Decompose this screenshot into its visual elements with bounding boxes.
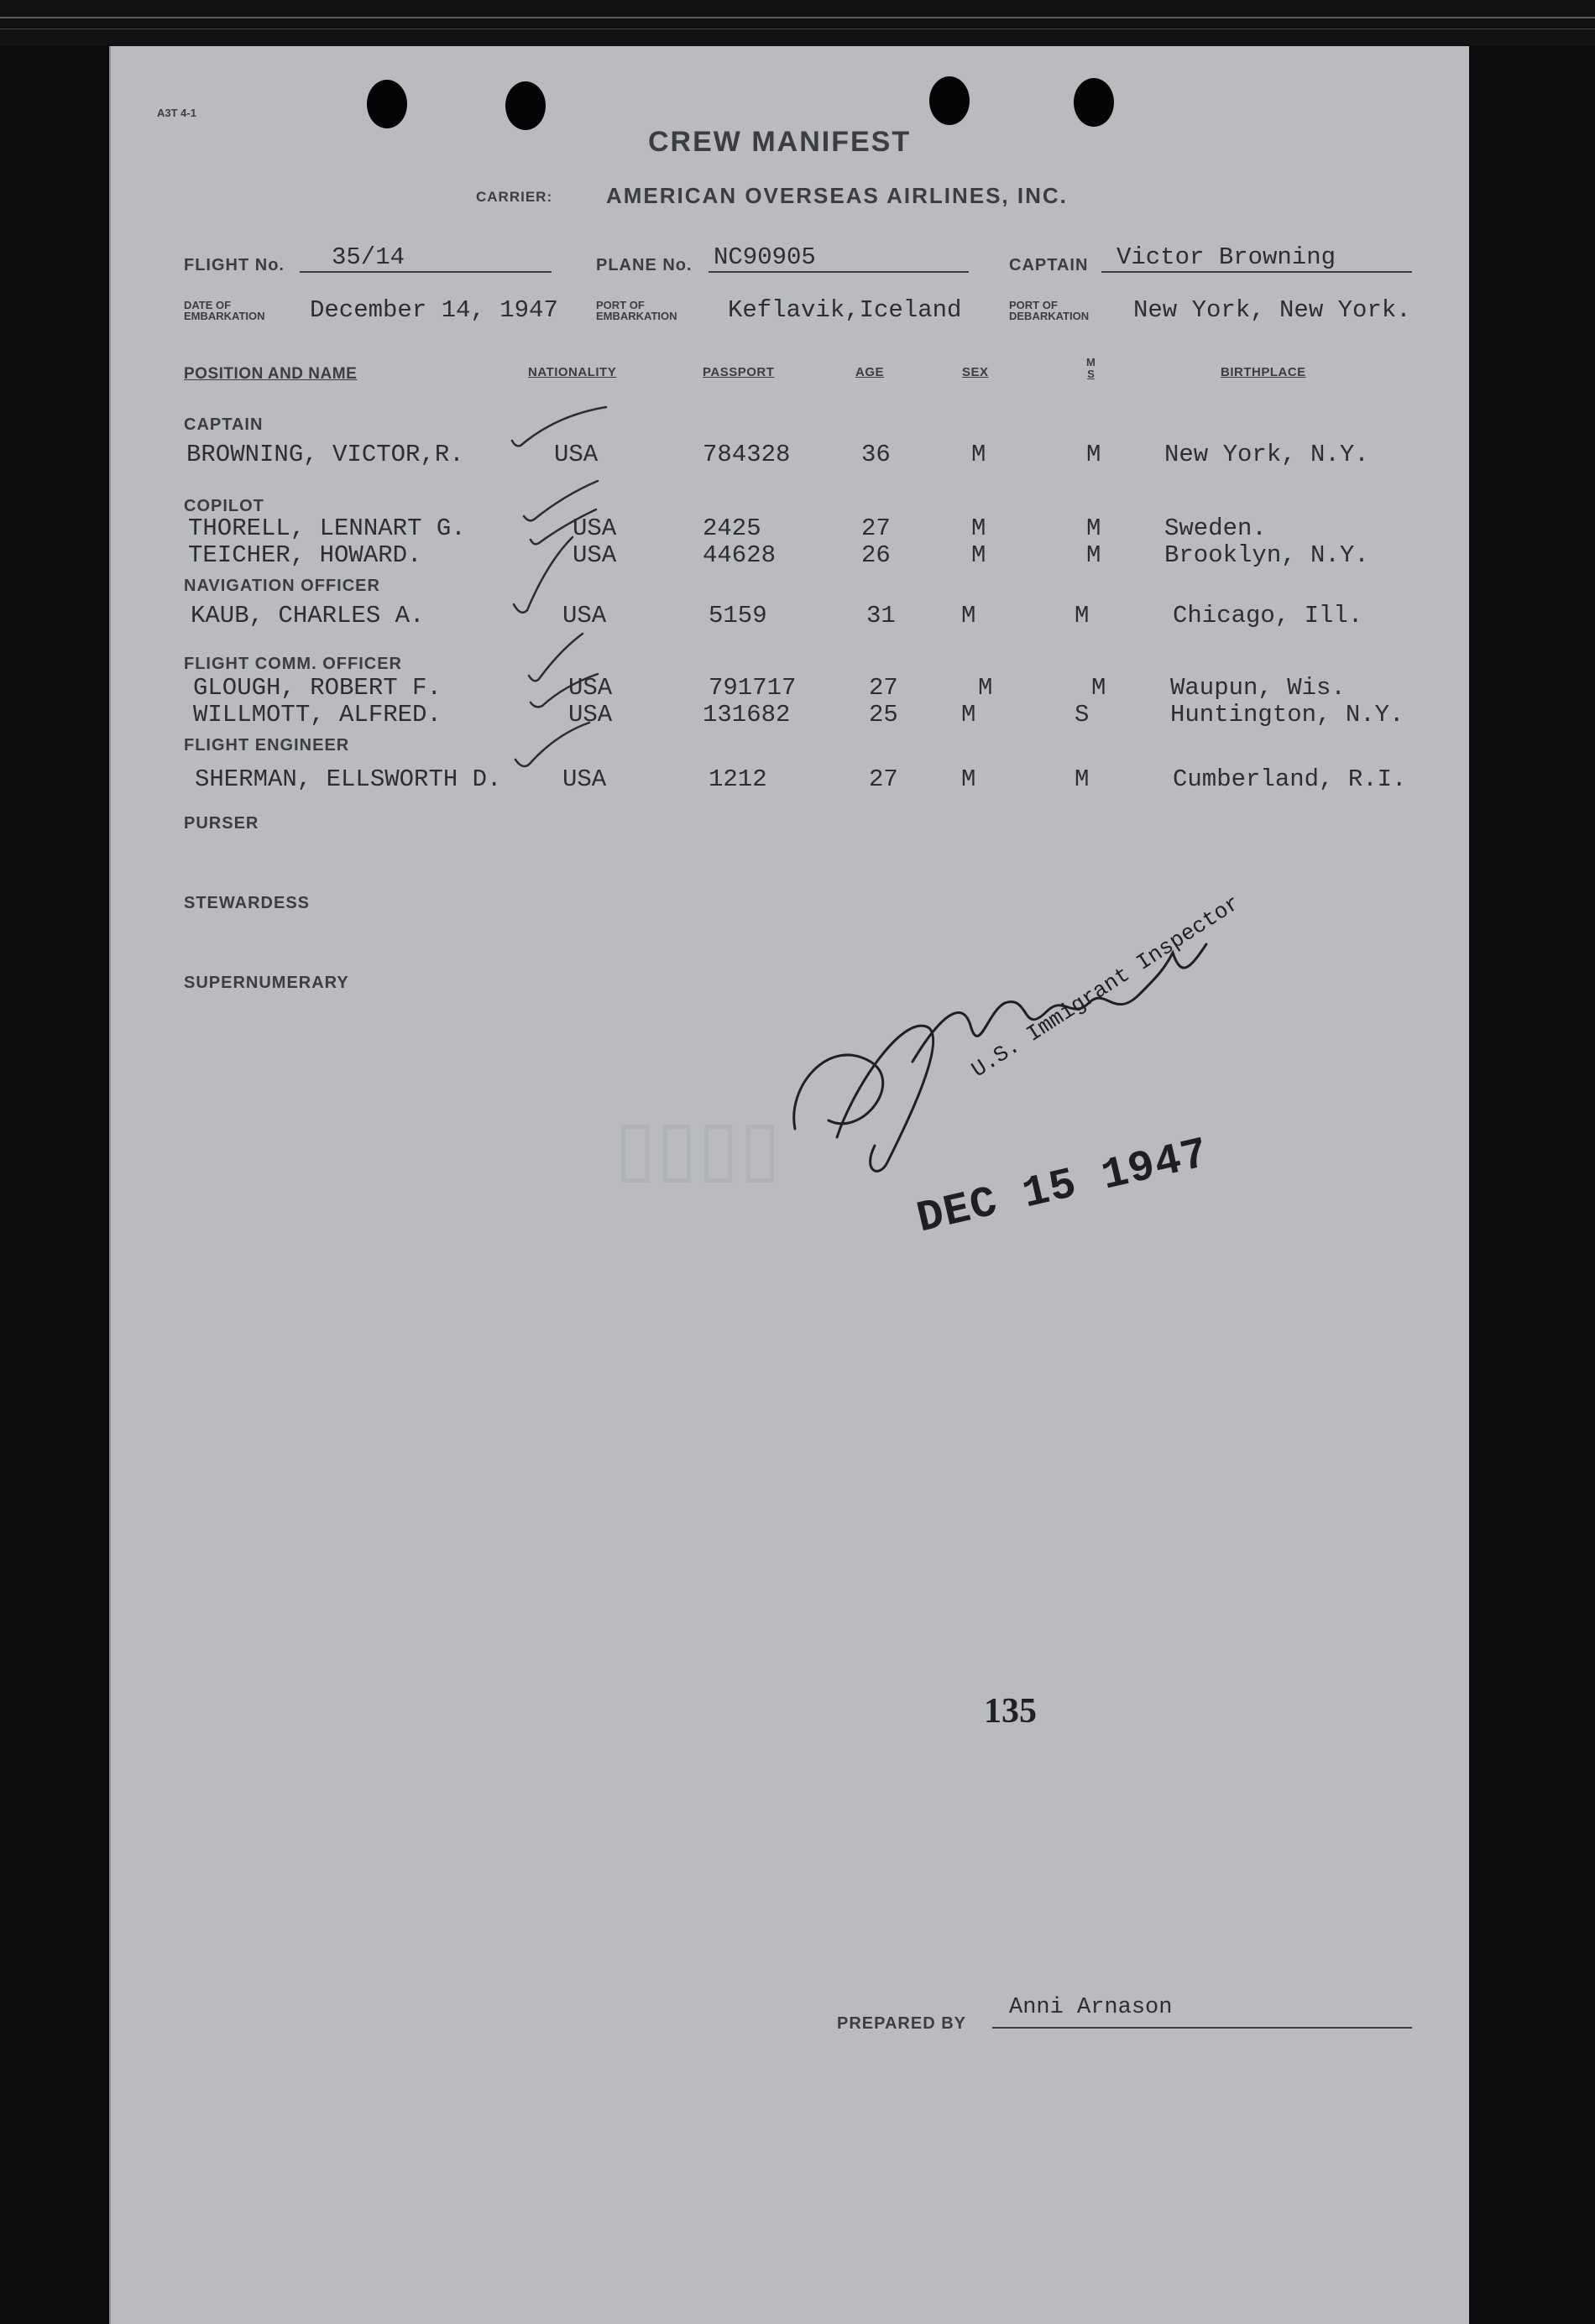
- page-title: CREW MANIFEST: [648, 126, 912, 158]
- crew-birthplace: Sweden.: [1164, 514, 1267, 542]
- crew-age: 31: [866, 602, 896, 629]
- col-position: POSITION AND NAME: [184, 365, 358, 383]
- col-sex: SEX: [962, 365, 989, 379]
- crew-age: 26: [861, 541, 891, 569]
- crew-birthplace: Brooklyn, N.Y.: [1164, 541, 1369, 569]
- check-mark: [529, 634, 583, 681]
- crew-nationality: USA: [562, 765, 607, 793]
- prepared-by-label: PREPARED BY: [837, 2014, 966, 2033]
- captain-label: CAPTAIN: [1009, 256, 1089, 274]
- port-debarkation-value: New York, New York.: [1133, 296, 1411, 324]
- check-mark: [515, 723, 589, 766]
- crew-passport: 791717: [709, 674, 797, 702]
- crew-age: 25: [869, 701, 898, 729]
- prepared-by-line: [992, 2027, 1412, 2029]
- section-purser: PURSER: [184, 814, 259, 833]
- section-engineer: FLIGHT ENGINEER: [184, 736, 350, 755]
- crew-birthplace: New York, N.Y.: [1164, 441, 1369, 468]
- flight-no-label: FLIGHT No.: [184, 256, 285, 274]
- plane-no-line: [709, 271, 969, 273]
- section-comm: FLIGHT COMM. OFFICER: [184, 655, 402, 673]
- crew-name: KAUB, CHARLES A.: [191, 602, 425, 629]
- crew-nationality: USA: [573, 541, 617, 569]
- crew-name: SHERMAN, ELLSWORTH D.: [195, 765, 502, 793]
- corner-mark: A3T 4-1: [157, 107, 196, 119]
- punch-hole: [1074, 78, 1114, 127]
- crew-name: GLOUGH, ROBERT F.: [193, 674, 442, 702]
- captain-value: Victor Browning: [1116, 243, 1336, 271]
- crew-marital: M: [1075, 602, 1090, 629]
- crew-nationality: USA: [568, 674, 613, 702]
- crew-birthplace: Waupun, Wis.: [1170, 674, 1346, 702]
- port-emb-label-line2: EMBARKATION: [596, 310, 677, 322]
- crew-birthplace: Cumberland, R.I.: [1173, 765, 1407, 793]
- crew-birthplace: Huntington, N.Y.: [1170, 701, 1404, 729]
- crew-passport: 131682: [703, 701, 791, 729]
- crew-age: 27: [861, 514, 891, 542]
- crew-marital: M: [1086, 441, 1101, 468]
- bleed-through: ▯▯▯▯: [614, 1107, 782, 1190]
- page-number: 135: [984, 1692, 1037, 1731]
- crew-marital: M: [1086, 514, 1101, 542]
- manifest-page: [109, 46, 1469, 2324]
- col-nationality: NATIONALITY: [528, 365, 617, 379]
- section-navigation: NAVIGATION OFFICER: [184, 577, 380, 595]
- crew-name: WILLMOTT, ALFRED.: [193, 701, 442, 729]
- section-copilot: COPILOT: [184, 497, 264, 515]
- punch-hole: [929, 76, 970, 125]
- carrier-name: AMERICAN OVERSEAS AIRLINES, INC.: [606, 183, 1068, 208]
- punch-hole: [505, 81, 546, 130]
- date-label-line1: DATE OF: [184, 299, 232, 311]
- col-passport: PASSPORT: [703, 365, 775, 379]
- port-embarkation-label: [596, 300, 677, 321]
- date-value: December 14, 1947: [310, 296, 558, 324]
- section-captain: CAPTAIN: [184, 415, 264, 434]
- crew-marital: M: [1075, 765, 1090, 793]
- port-deb-label-line1: PORT OF: [1009, 299, 1058, 311]
- crew-birthplace: Chicago, Ill.: [1173, 602, 1363, 629]
- film-strip: [0, 0, 1595, 46]
- crew-name: BROWNING, VICTOR,R.: [186, 441, 464, 468]
- crew-age: 27: [869, 765, 898, 793]
- carrier-label: CARRIER:: [476, 189, 553, 205]
- crew-nationality: USA: [554, 441, 599, 468]
- crew-marital: S: [1075, 701, 1090, 729]
- crew-nationality: USA: [573, 514, 617, 542]
- crew-sex: M: [978, 674, 993, 702]
- crew-name: THORELL, LENNART G.: [188, 514, 466, 542]
- section-stewardess: STEWARDESS: [184, 894, 311, 912]
- right-film-edge: [1469, 46, 1595, 2324]
- crew-sex: M: [971, 541, 986, 569]
- crew-sex: M: [971, 514, 986, 542]
- left-film-edge: [0, 46, 126, 2324]
- crew-passport: 1212: [709, 765, 767, 793]
- port-debarkation-label: [1009, 300, 1089, 321]
- crew-passport: 2425: [703, 514, 761, 542]
- flight-no-value: 35/14: [332, 243, 405, 271]
- crew-name: TEICHER, HOWARD.: [188, 541, 422, 569]
- crew-age: 36: [861, 441, 891, 468]
- check-marks: [505, 382, 640, 852]
- date-label: [184, 300, 265, 321]
- crew-nationality: USA: [568, 701, 613, 729]
- check-mark: [512, 407, 606, 446]
- port-embarkation-value: Keflavik,Iceland: [728, 296, 962, 324]
- punch-hole: [367, 80, 407, 128]
- plane-no-label: PLANE No.: [596, 256, 693, 274]
- flight-no-line: [300, 271, 552, 273]
- crew-age: 27: [869, 674, 898, 702]
- crew-sex: M: [961, 701, 976, 729]
- plane-no-value: NC90905: [714, 243, 816, 271]
- section-supernumerary: SUPERNUMERARY: [184, 974, 349, 992]
- captain-line: [1101, 271, 1412, 273]
- inspector-stamp-text: U.S. Immigrant Inspector: [967, 890, 1245, 1084]
- col-marital-status: [1086, 357, 1096, 380]
- prepared-by-value: Anni Arnason: [1009, 1995, 1173, 2020]
- col-ms-line1: M: [1086, 356, 1096, 368]
- crew-marital: M: [1091, 674, 1106, 702]
- inspection-date-stamp: DEC 15 1947: [913, 1129, 1214, 1245]
- crew-marital: M: [1086, 541, 1101, 569]
- crew-passport: 5159: [709, 602, 767, 629]
- crew-passport: 784328: [703, 441, 791, 468]
- port-deb-label-line2: DEBARKATION: [1009, 310, 1090, 322]
- port-emb-label-line1: PORT OF: [596, 299, 645, 311]
- crew-sex: M: [961, 602, 976, 629]
- crew-nationality: USA: [562, 602, 607, 629]
- crew-sex: M: [961, 765, 976, 793]
- crew-sex: M: [971, 441, 986, 468]
- crew-passport: 44628: [703, 541, 777, 569]
- check-mark: [514, 537, 573, 613]
- col-age: AGE: [855, 365, 885, 379]
- col-birthplace: BIRTHPLACE: [1221, 365, 1306, 379]
- check-mark: [531, 674, 598, 707]
- col-ms-line2: S: [1087, 368, 1095, 380]
- date-label-line2: EMBARKATION: [184, 310, 265, 322]
